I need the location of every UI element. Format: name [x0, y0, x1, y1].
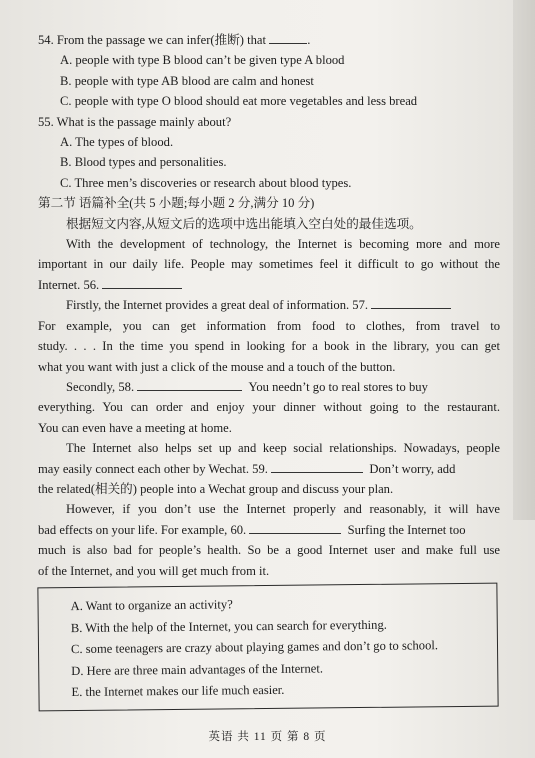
passage-line: study. . . . In the time you spend in looking for a book in the library, you can get [38, 339, 500, 354]
passage-line [38, 459, 500, 479]
question-54 [38, 30, 500, 50]
answer-option-a: A. Want to organize an activity? [70, 597, 233, 614]
answer-blank [249, 522, 341, 534]
passage-line: You can even have a meeting at home. [38, 420, 232, 435]
sentence-text: You needn’t go to real stores to buy [248, 379, 428, 394]
answer-option-e: E. the Internet makes our life much easier. [71, 682, 285, 700]
option-line: B. people with type AB blood are calm and honest [60, 73, 314, 88]
option-line: C. people with type O blood should eat more vegetables and less bread [60, 94, 418, 109]
option-line: B. Blood types and personalities. [60, 155, 227, 170]
sentence-text: may easily connect each other by Wechat. 59. [38, 461, 268, 476]
passage-line: The Internet also helps set up and keep social relationships. Nowadays, people [66, 441, 500, 456]
passage-line: much is also bad for people’s health. So be a good Internet user and make full use [38, 543, 500, 558]
passage-line: important in our daily life. People may sometimes feel it difficult to go without the [38, 257, 500, 272]
passage-line [38, 295, 500, 315]
section-title: 第二节 语篇补全(共 5 小题;每小题 2 分,满分 10 分) [38, 196, 315, 211]
passage-line [38, 377, 500, 397]
answer-options-box [37, 583, 498, 711]
page-footer: 英语 共 11 页 第 8 页 [208, 731, 327, 743]
answer-option-c: C. some teenagers are crazy about playing games and don’t go to school. [70, 638, 439, 657]
passage-line: the related(相关的) people into a Wechat group and discuss your plan. [38, 481, 394, 496]
answer-option-d: D. Here are three main advantages of the Internet. [71, 660, 324, 678]
sentence-text: Firstly, the Internet provides a great deal of information. 57. [66, 298, 369, 313]
answer-blank [102, 277, 182, 289]
answer-blank [137, 379, 242, 391]
answer-blank [271, 461, 363, 473]
option-line: A. The types of blood. [60, 135, 174, 150]
page-content [38, 30, 500, 708]
passage-line [38, 275, 500, 295]
sentence-text: Don’t worry, add [369, 461, 456, 476]
answer-blank [269, 32, 307, 44]
passage-line: of the Internet, and you will get much from it. [38, 563, 270, 578]
passage-line: everything. You can order and enjoy your dinner without going to the restaurant. [38, 400, 500, 415]
answer-blank [371, 297, 451, 309]
stem-end: . [307, 33, 311, 47]
passage-line: However, if you don’t use the Internet properly and reasonably, it will have [66, 502, 500, 517]
passage-line [38, 520, 500, 540]
passage-line: For example, you can get information from food to clothes, from travel to [38, 318, 500, 333]
answer-option-b: B. With the help of the Internet, you can search for everything. [70, 617, 387, 635]
option-line: A. people with type B blood can’t be given type A blood [60, 53, 345, 68]
passage-line: what you want with just a click of the mouse and a touch of the button. [38, 359, 396, 374]
sentence-text: Secondly, 58. [66, 379, 135, 394]
sentence-text: bad effects on your life. For example, 60. [38, 522, 247, 537]
sentence-text: Surfing the Internet too [347, 522, 466, 537]
question-55: 55. What is the passage mainly about? [38, 114, 232, 129]
passage-line: With the development of technology, the Internet is becoming more and more [66, 237, 500, 252]
blank-label-56: Internet. 56. [38, 277, 100, 292]
section-instruction: 根据短文内容,从短文后的选项中选出能填入空白处的最佳选项。 [66, 216, 422, 231]
question-stem: 54. From the passage we can infer(推断) that [38, 33, 267, 47]
page-edge-shadow [513, 0, 535, 520]
option-line: C. Three men’s discoveries or research about blood types. [60, 175, 352, 190]
